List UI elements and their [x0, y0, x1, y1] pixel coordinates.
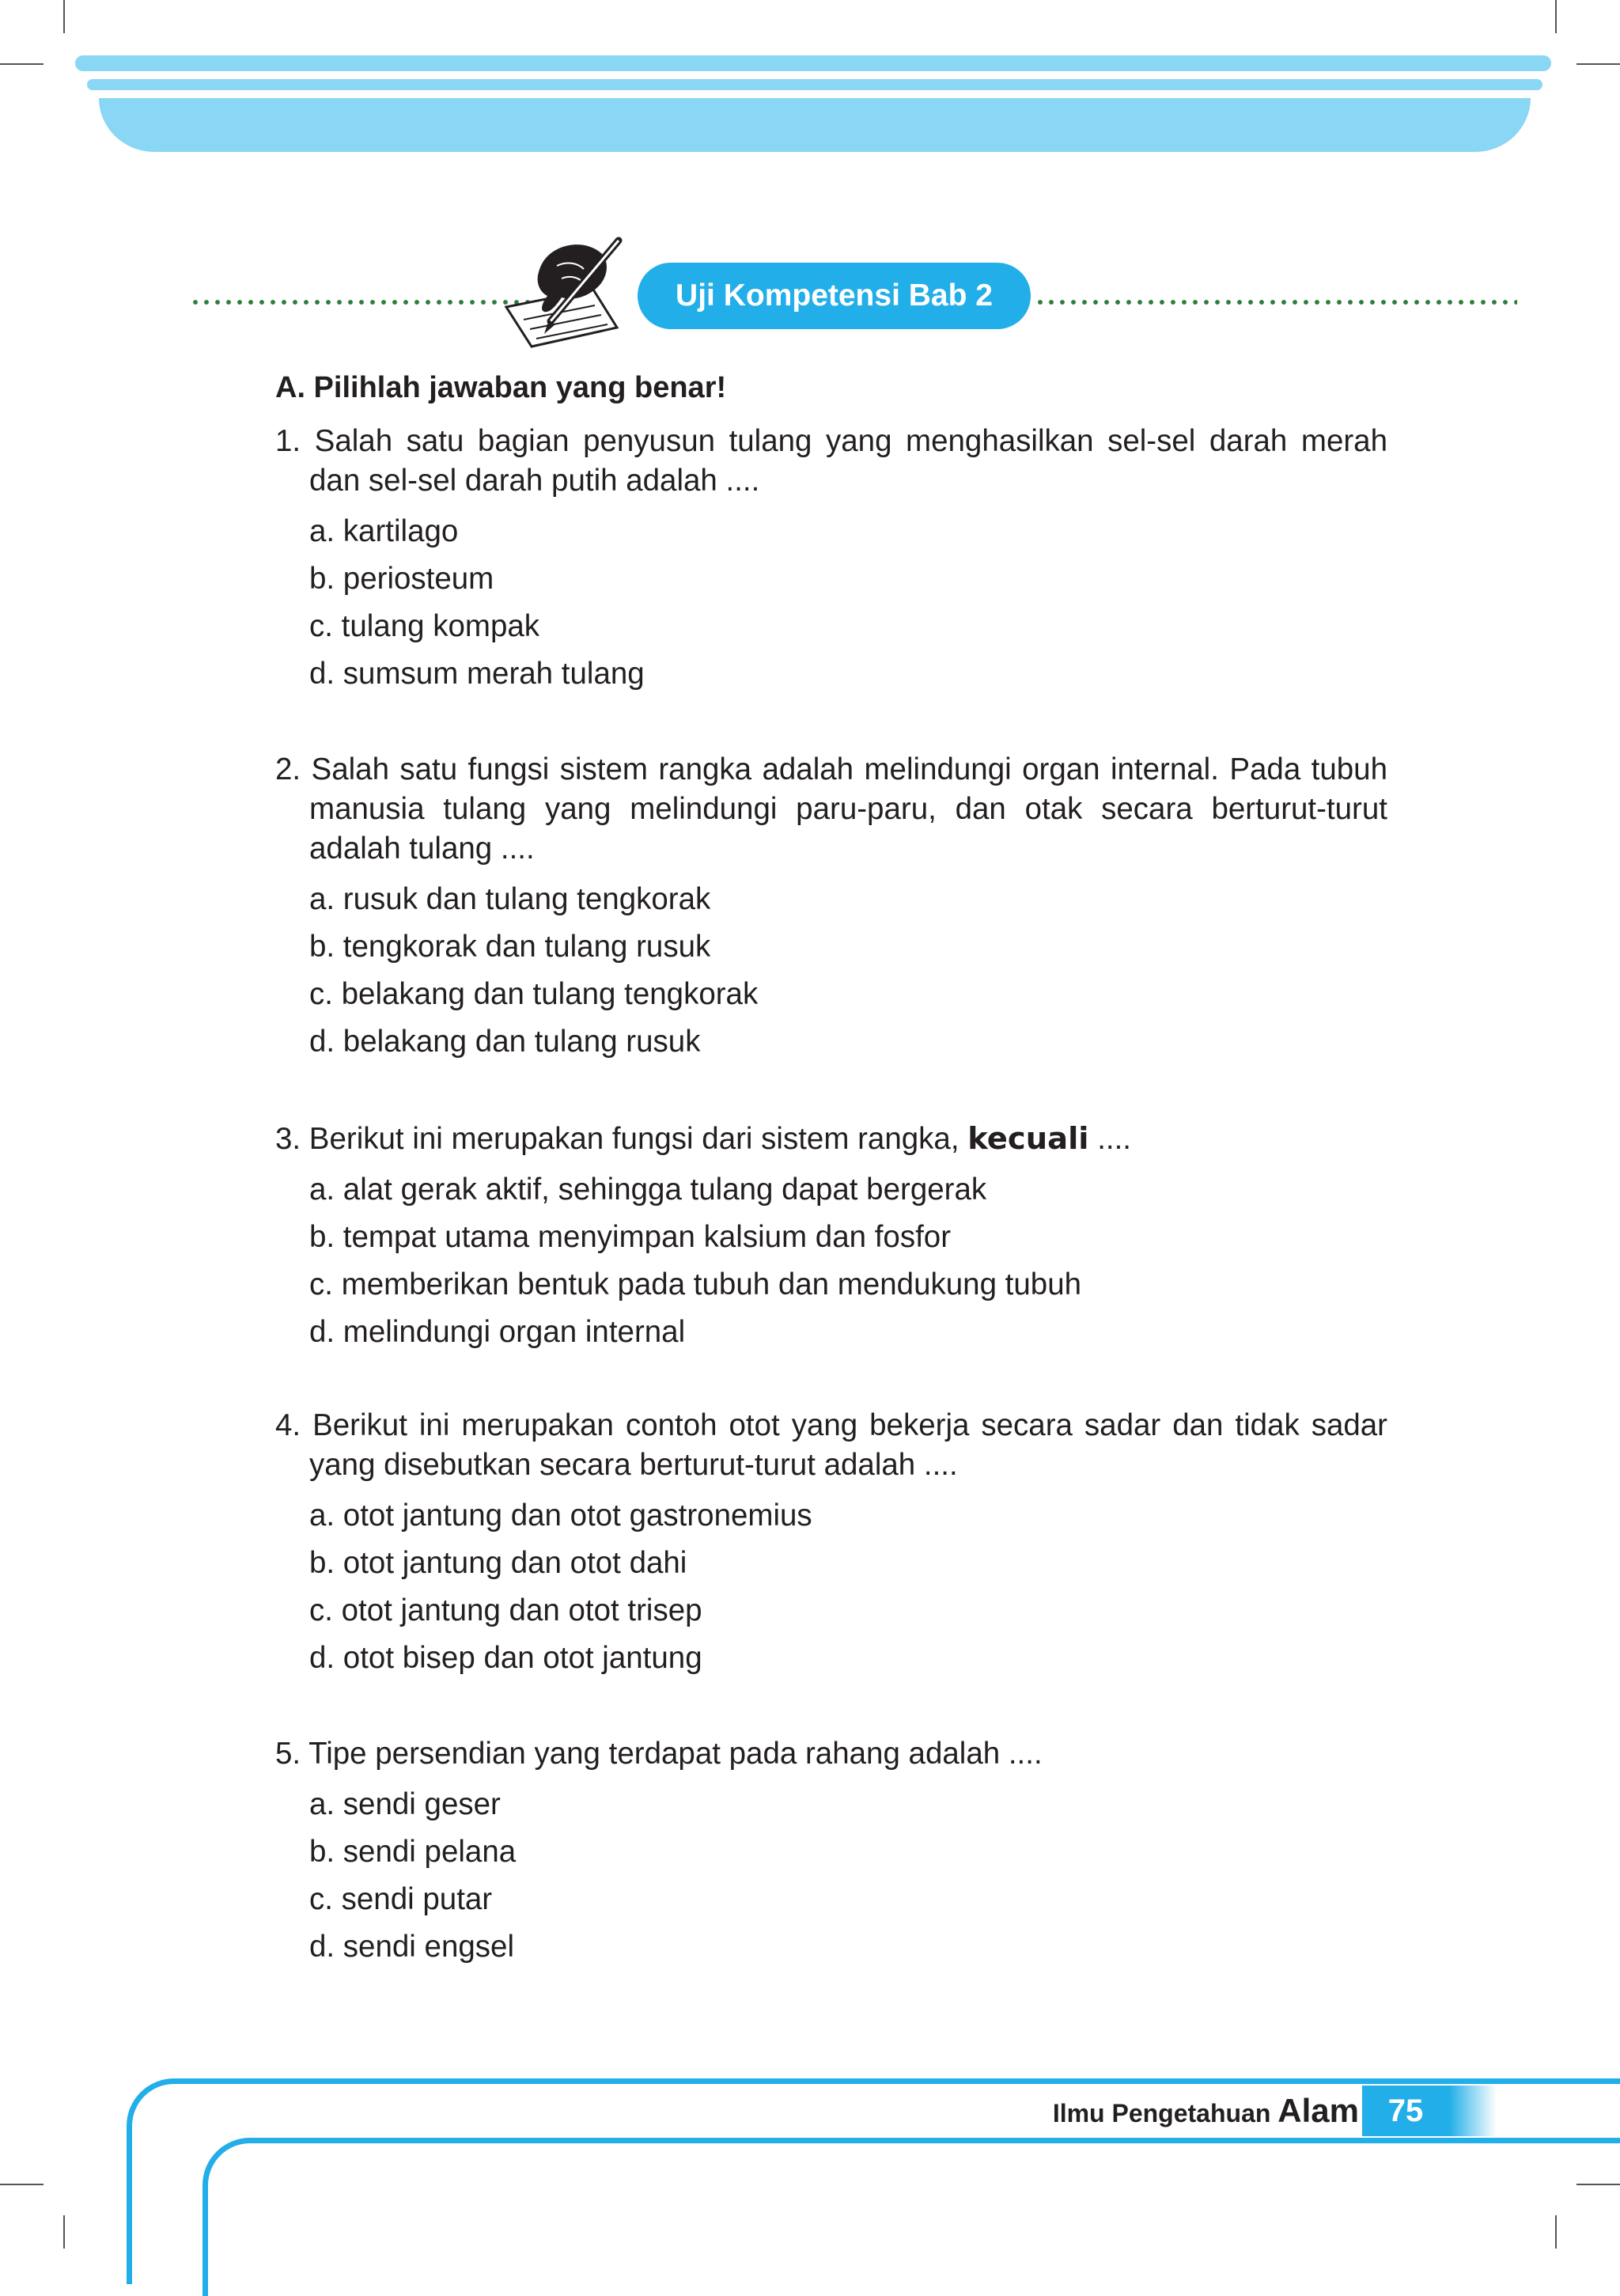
header-ribbon-line	[87, 79, 1542, 90]
answer-options	[275, 1781, 1387, 1971]
answer-option: d. sumsum merah tulang	[309, 657, 645, 691]
answer-options	[275, 1166, 1387, 1356]
answer-options	[275, 1492, 1387, 1682]
question-text	[275, 1120, 1387, 1159]
crop-mark	[63, 2215, 65, 2249]
question-2	[275, 750, 1387, 1066]
answer-option: b. periosteum	[309, 562, 494, 596]
answer-option: a. otot jantung dan otot gastronemius	[309, 1498, 812, 1533]
answer-option: b. tempat utama menyimpan kalsium dan fosfor	[309, 1220, 952, 1254]
answer-option: d. melindungi organ internal	[309, 1315, 686, 1349]
answer-option: c. memberikan bentuk pada tubuh dan mendukung tubuh	[309, 1267, 1082, 1301]
answer-option: a. rusuk dan tulang tengkorak	[309, 882, 711, 916]
page-number-fade	[1449, 2086, 1497, 2136]
question-text: 1. Salah satu bagian penyusun tulang yang menghasilkan sel-sel darah merah dan sel-sel darah putih adalah ....	[275, 424, 1387, 498]
answer-option: d. otot bisep dan otot jantung	[309, 1641, 702, 1675]
book-title-small: Ilmu Pengetahuan	[1052, 2099, 1278, 2127]
question-3	[275, 1120, 1387, 1356]
question-text: 4. Berikut ini merupakan contoh otot yang bekerja secara sadar dan tidak sadar yang disebutkan secara berturut-turut adalah ....	[275, 1408, 1387, 1482]
answer-option: b. sendi pelana	[309, 1835, 517, 1869]
answer-option: a. kartilago	[309, 514, 459, 548]
question-4	[275, 1406, 1387, 1682]
question-5	[275, 1734, 1387, 1971]
crop-mark	[63, 0, 65, 33]
answer-option: c. belakang dan tulang tengkorak	[309, 977, 759, 1011]
answer-options	[275, 508, 1387, 698]
crop-mark	[1555, 0, 1557, 33]
question-keyword: kecuali	[967, 1121, 1089, 1157]
answer-option: b. otot jantung dan otot dahi	[309, 1546, 687, 1580]
question-text: 2. Salah satu fungsi sistem rangka adalah melindungi organ internal. Pada tubuh manusia tulang yang melindungi paru-paru, dan otak secara berturut-turut adalah tulang ....	[275, 752, 1387, 866]
crop-mark	[0, 2184, 44, 2185]
book-title	[1053, 2091, 1359, 2139]
header-ribbon-band	[99, 98, 1531, 152]
hand-writing-pen-icon	[500, 234, 634, 353]
question-text: 5. Tipe persendian yang terdapat pada rahang adalah ....	[275, 1737, 1043, 1771]
dotted-divider-left	[190, 299, 554, 305]
answer-option: c. otot jantung dan otot trisep	[309, 1593, 702, 1627]
section-heading: A. Pilihlah jawaban yang benar!	[275, 371, 727, 404]
question-text-part: 3. Berikut ini merupakan fungsi dari sistem rangka,	[275, 1122, 968, 1156]
header-ribbon-line	[75, 55, 1551, 71]
footer-frame-inner	[202, 2138, 1620, 2296]
dotted-divider-right	[1035, 299, 1517, 305]
answer-option: d. belakang dan tulang rusuk	[309, 1025, 701, 1059]
book-title-big: Alam	[1277, 2092, 1359, 2129]
chapter-title-badge: Uji Kompetensi Bab 2	[638, 263, 1031, 329]
crop-mark	[1576, 63, 1620, 65]
page-number: 75	[1362, 2086, 1449, 2136]
answer-options	[275, 876, 1387, 1066]
answer-option: c. tulang kompak	[309, 609, 540, 643]
question-text-part: ....	[1088, 1122, 1131, 1156]
answer-option: d. sendi engsel	[309, 1930, 514, 1964]
answer-option: b. tengkorak dan tulang rusuk	[309, 930, 711, 964]
answer-option: a. sendi geser	[309, 1787, 501, 1821]
answer-option: c. sendi putar	[309, 1882, 493, 1916]
crop-mark	[0, 63, 44, 65]
question-1	[275, 422, 1387, 698]
answer-option: a. alat gerak aktif, sehingga tulang dapat bergerak	[309, 1173, 987, 1207]
